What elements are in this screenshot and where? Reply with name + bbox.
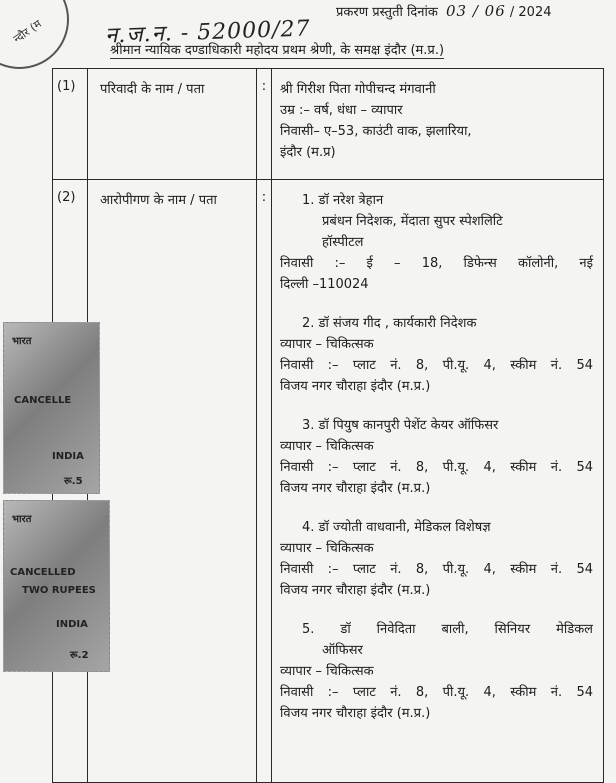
accused-name: 2. डॉ संजय गीद , कार्यकारी निदेशक	[302, 316, 477, 331]
date-handwritten: 03 / 06	[445, 2, 506, 20]
presentation-date	[336, 2, 552, 20]
accused-occupation: व्यापार – चिकित्सक	[280, 337, 374, 352]
complainant-name: श्री गिरीश पिता गोपीचन्द मंगवानी	[280, 82, 436, 97]
table-row-complainant	[53, 69, 604, 180]
accused-address: दिल्ली –110024	[280, 277, 369, 292]
court-fee-stamp-top	[3, 322, 100, 494]
row-label: आरोपीगण के नाम / पता	[88, 180, 257, 783]
court-fee-stamp-bottom	[3, 500, 110, 672]
accused-occupation: व्यापार – चिकित्सक	[280, 541, 374, 556]
court-title: श्रीमान न्यायिक दण्डाधिकारी महोदय प्रथम श्रेणी, के समक्ष इंदौर (म.प्र.)	[110, 40, 444, 59]
complainant-details	[272, 69, 604, 180]
accused-designation: प्रबंधन निदेशक, मेंदाता सुपर स्पेशलिटि	[322, 214, 503, 229]
accused-occupation: व्यापार – चिकित्सक	[280, 439, 374, 454]
accused-address: विजय नगर चौराहा इंदौर (म.प्र.)	[280, 379, 431, 394]
accused-address: निवासी :– प्लाट नं. 8, पी.यू. 4, स्कीम नं. 54	[280, 562, 593, 577]
stamp-text: INDIA	[52, 451, 84, 462]
case-number-handwritten: न.ज.न. - 52000/27	[104, 16, 311, 49]
accused-designation: ऑफिसर	[322, 643, 363, 658]
complainant-address-line: निवासी– ए–53, काउंटी वाक, झलारिया,	[280, 124, 472, 139]
accused-entry	[280, 415, 593, 499]
accused-address: निवासी :– ई – 18, डिफेन्स कॉलोनी, नई	[280, 256, 593, 271]
accused-address: विजय नगर चौराहा इंदौर (म.प्र.)	[280, 706, 431, 721]
accused-name: 5. डॉ निवेदिता बाली, सिनियर मेडिकल	[302, 622, 593, 637]
office-seal-stamp	[0, 0, 69, 69]
accused-occupation: व्यापार – चिकित्सक	[280, 664, 374, 679]
stamp-text: TWO RUPEES	[22, 585, 96, 596]
accused-address: निवासी :– प्लाट नं. 8, पी.यू. 4, स्कीम नं. 54	[280, 460, 593, 475]
row-colon: :	[257, 180, 272, 783]
accused-name: 4. डॉ ज्योती वाधवानी, मेडिकल विशेषज्ञ	[302, 520, 491, 535]
accused-entry	[280, 190, 593, 295]
stamp-cancel-text: CANCELLE	[14, 395, 72, 406]
date-label: प्रकरण प्रस्तुती दिनांक	[336, 5, 438, 20]
accused-name: 3. डॉ पियुष कानपुरी पेशेंट केयर ऑफिसर	[302, 418, 499, 433]
row-number: (1)	[53, 69, 88, 180]
row-colon: :	[257, 69, 272, 180]
accused-address: विजय नगर चौराहा इंदौर (म.प्र.)	[280, 583, 431, 598]
complaint-details-table	[52, 68, 604, 783]
accused-entry	[280, 517, 593, 601]
accused-entry	[280, 619, 593, 724]
accused-entry	[280, 313, 593, 397]
complainant-address-line: इंदौर (म.प्र)	[280, 145, 336, 160]
stamp-text: भारत	[12, 336, 32, 347]
stamp-text: INDIA	[56, 619, 88, 630]
complainant-age-occupation: उम्र :– वर्ष, धंधा – व्यापार	[280, 103, 403, 118]
accused-name: 1. डॉ नरेश त्रेहान	[302, 193, 384, 208]
accused-address: विजय नगर चौराहा इंदौर (म.प्र.)	[280, 481, 431, 496]
stamp-cancel-text: CANCELLED	[10, 567, 76, 578]
stamp-text: भारत	[12, 514, 32, 525]
row-number: (2)	[53, 180, 88, 783]
accused-designation: हॉस्पीटल	[322, 235, 364, 250]
stamp-value: रू.2	[70, 650, 89, 661]
date-year: / 2024	[509, 5, 552, 20]
row-label: परिवादी के नाम / पता	[88, 69, 257, 180]
stamp-value: रू.5	[64, 476, 83, 487]
accused-address: निवासी :– प्लाट नं. 8, पी.यू. 4, स्कीम नं. 54	[280, 358, 593, 373]
table-row-accused	[53, 180, 604, 783]
accused-address: निवासी :– प्लाट नं. 8, पी.यू. 4, स्कीम नं. 54	[280, 685, 593, 700]
accused-list	[272, 180, 604, 783]
seal-text: न्दौर (म	[11, 17, 44, 46]
